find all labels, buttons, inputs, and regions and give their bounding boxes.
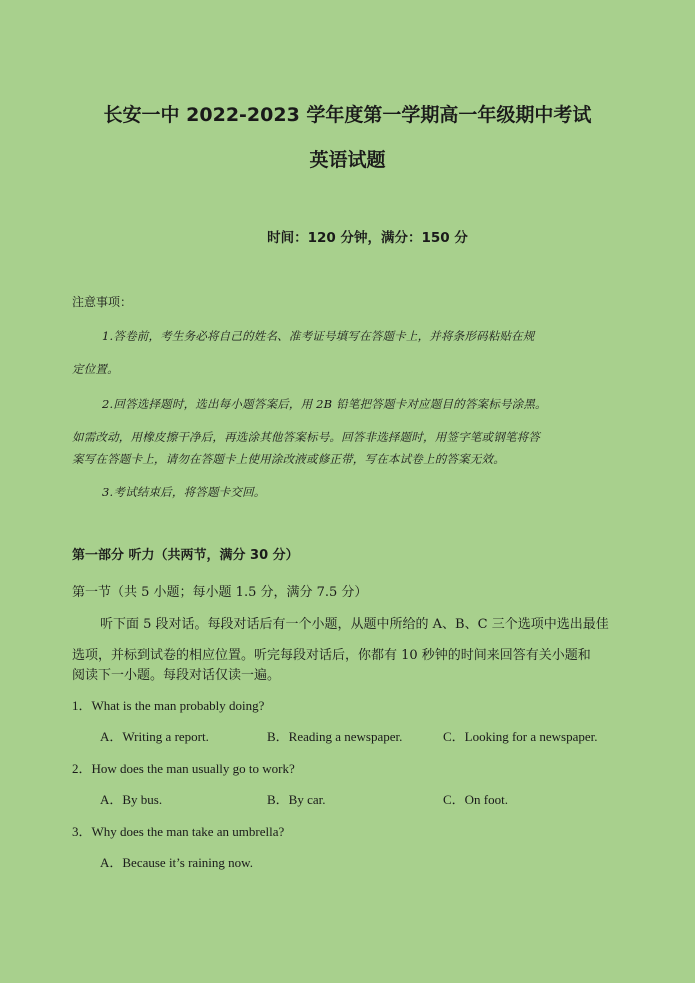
notice-item-1-line-1: 1.答卷前，考生务必将自己的姓名、准考证号填写在答题卡上，并将条形码粘贴在规	[102, 329, 535, 343]
instruction-line-3: 阅读下一小题。每段对话仅读一遍。	[72, 668, 281, 683]
question-1-option-c: C．Looking for a newspaper.	[443, 729, 598, 744]
notice-item-2-line-1: 2.回答选择题时，选出每小题答案后，用 2B 铅笔把答题卡对应题目的答案标号涂黑。	[102, 397, 547, 411]
notice-heading: 注意事项：	[72, 295, 133, 309]
exam-time-info: 时间：120 分钟，满分：150 分	[267, 230, 468, 246]
notice-item-1-line-2: 定位置。	[72, 362, 119, 376]
part1-heading: 第一部分 听力（共两节，满分 30 分）	[72, 548, 299, 563]
instruction-line-2: 选项，并标到试卷的相应位置。听完每段对话后，你都有 10 秒钟的时间来回答有关小题和	[72, 648, 591, 663]
question-2-stem: 2．How does the man usually go to work?	[72, 761, 295, 776]
question-3-option-a: A．Because it’s raining now.	[100, 855, 253, 870]
instruction-line-1: 听下面 5 段对话。每段对话后有一个小题，从题中所给的 A、B、C 三个选项中选出最佳	[100, 617, 609, 632]
notice-item-2-line-3: 案写在答题卡上，请勿在答题卡上使用涂改液或修正带，写在本试卷上的答案无效。	[72, 452, 505, 466]
exam-subject: 英语试题	[309, 149, 386, 171]
exam-title: 长安一中 2022-2023 学年度第一学期高一年级期中考试	[103, 104, 592, 126]
notice-item-3: 3.考试结束后，将答题卡交回。	[102, 485, 266, 499]
question-1-option-b: B．Reading a newspaper.	[267, 729, 403, 744]
question-2-option-a: A．By bus.	[100, 792, 163, 807]
notice-item-2-line-2: 如需改动，用橡皮擦干净后，再选涂其他答案标号。回答非选择题时，用签字笔或钢笔将答	[72, 430, 540, 444]
question-1-option-a: A．Writing a report.	[100, 729, 209, 744]
question-2-option-b: B．By car.	[267, 792, 326, 807]
question-2-option-c: C．On foot.	[443, 792, 509, 807]
question-3-stem: 3．Why does the man take an umbrella?	[72, 824, 285, 839]
section1-heading: 第一节（共 5 小题；每小题 1.5 分，满分 7.5 分）	[72, 585, 368, 600]
question-1-stem: 1．What is the man probably doing?	[72, 698, 265, 713]
